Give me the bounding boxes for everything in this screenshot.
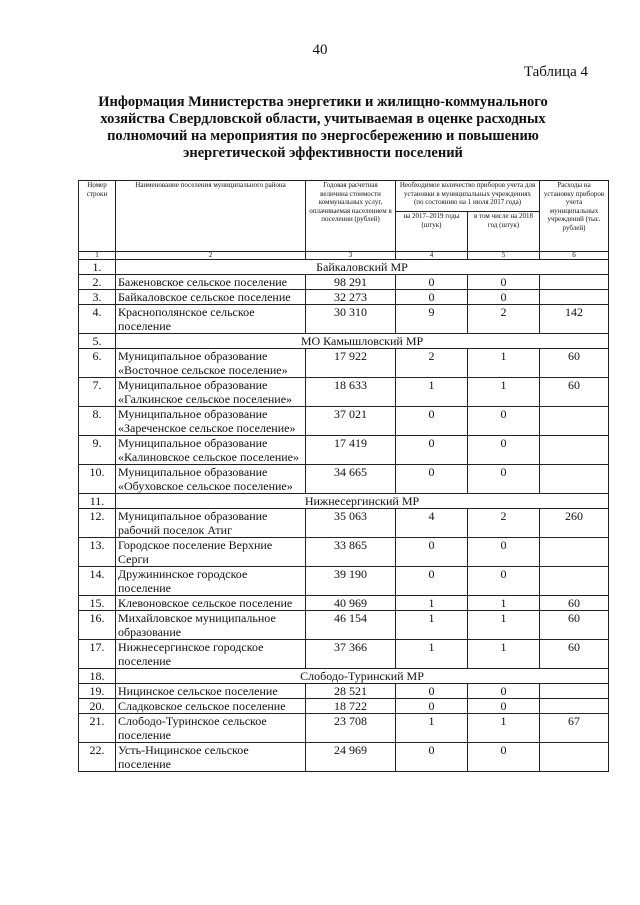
header-meters-2018: в том числе на 2018 год (штук) bbox=[468, 212, 540, 252]
table-row bbox=[79, 305, 609, 334]
annual-cost: 34 665 bbox=[306, 465, 396, 494]
annual-cost: 32 273 bbox=[306, 290, 396, 305]
row-number: 2. bbox=[79, 275, 116, 290]
table-row bbox=[79, 407, 609, 436]
settlement-name: Нижнесергинское городское поселение bbox=[116, 640, 306, 669]
data-table bbox=[78, 180, 609, 772]
row-number: 8. bbox=[79, 407, 116, 436]
expenses bbox=[540, 684, 609, 699]
row-number: 5. bbox=[79, 334, 116, 349]
table-row bbox=[79, 349, 609, 378]
table-row bbox=[79, 567, 609, 596]
settlement-name: Михайловское муниципальное образование bbox=[116, 611, 306, 640]
row-number: 18. bbox=[79, 669, 116, 684]
settlement-name: Дружининское городское поселение bbox=[116, 567, 306, 596]
document-title: Информация Министерства энергетики и жилищно-коммунального хозяйства Свердловской области, учитываемая в оценке расходных полномочий на мероприятия по энергосбережению и повышению энергетической эффективности поселений bbox=[98, 94, 548, 161]
meters-2018: 0 bbox=[468, 699, 540, 714]
annual-cost: 40 969 bbox=[306, 596, 396, 611]
meters-2017-2019: 4 bbox=[396, 509, 468, 538]
annual-cost: 33 865 bbox=[306, 538, 396, 567]
row-number: 19. bbox=[79, 684, 116, 699]
table-label: Таблица 4 bbox=[523, 64, 588, 80]
table-row bbox=[79, 465, 609, 494]
header-expenses: Расходы на установку приборов учета муниципальных учреждений (тыс. рублей) bbox=[540, 181, 609, 252]
meters-2017-2019: 0 bbox=[396, 699, 468, 714]
annual-cost: 17 922 bbox=[306, 349, 396, 378]
annual-cost: 18 722 bbox=[306, 699, 396, 714]
row-number: 1. bbox=[79, 260, 116, 275]
section-row bbox=[79, 260, 609, 275]
table-row bbox=[79, 684, 609, 699]
table-row bbox=[79, 640, 609, 669]
page-number: 40 bbox=[312, 42, 328, 58]
table-row bbox=[79, 275, 609, 290]
expenses bbox=[540, 436, 609, 465]
meters-2017-2019: 1 bbox=[396, 640, 468, 669]
row-number: 13. bbox=[79, 538, 116, 567]
meters-2018: 1 bbox=[468, 640, 540, 669]
meters-2018: 1 bbox=[468, 596, 540, 611]
data-table-container bbox=[78, 180, 609, 772]
expenses: 60 bbox=[540, 640, 609, 669]
settlement-name: Муниципальное образование «Калиновское сельское поселение» bbox=[116, 436, 306, 465]
expenses bbox=[540, 743, 609, 772]
settlement-name: Сладковское сельское поселение bbox=[116, 699, 306, 714]
meters-2018: 2 bbox=[468, 509, 540, 538]
settlement-name: Муниципальное образование «Галкинское сельское поселение» bbox=[116, 378, 306, 407]
header-annual-cost: Годовая расчетная величина стоимости коммунальных услуг, оплачиваемая населением в поселении (рублей) bbox=[306, 181, 396, 252]
expenses bbox=[540, 465, 609, 494]
annual-cost: 24 969 bbox=[306, 743, 396, 772]
annual-cost: 37 021 bbox=[306, 407, 396, 436]
meters-2018: 0 bbox=[468, 290, 540, 305]
expenses: 142 bbox=[540, 305, 609, 334]
column-number: 4 bbox=[396, 252, 468, 260]
row-number: 9. bbox=[79, 436, 116, 465]
meters-2017-2019: 9 bbox=[396, 305, 468, 334]
meters-2018: 0 bbox=[468, 436, 540, 465]
row-number: 22. bbox=[79, 743, 116, 772]
meters-2018: 1 bbox=[468, 378, 540, 407]
section-title: МО Камышловский МР bbox=[116, 334, 609, 349]
annual-cost: 23 708 bbox=[306, 714, 396, 743]
table-row bbox=[79, 538, 609, 567]
annual-cost: 98 291 bbox=[306, 275, 396, 290]
meters-2017-2019: 0 bbox=[396, 465, 468, 494]
table-row bbox=[79, 611, 609, 640]
meters-2018: 0 bbox=[468, 407, 540, 436]
annual-cost: 17 419 bbox=[306, 436, 396, 465]
column-number: 3 bbox=[306, 252, 396, 260]
column-number: 6 bbox=[540, 252, 609, 260]
settlement-name: Клевоновское сельское поселение bbox=[116, 596, 306, 611]
meters-2018: 0 bbox=[468, 275, 540, 290]
settlement-name: Муниципальное образование рабочий поселок Атиг bbox=[116, 509, 306, 538]
settlement-name: Муниципальное образование «Зареченское сельское поселение» bbox=[116, 407, 306, 436]
row-number: 16. bbox=[79, 611, 116, 640]
annual-cost: 18 633 bbox=[306, 378, 396, 407]
meters-2018: 0 bbox=[468, 538, 540, 567]
expenses: 60 bbox=[540, 378, 609, 407]
meters-2017-2019: 0 bbox=[396, 275, 468, 290]
expenses bbox=[540, 567, 609, 596]
header-settlement-name: Наименование поселения муниципального района bbox=[116, 181, 306, 252]
section-title: Нижнесергинский МР bbox=[116, 494, 609, 509]
meters-2018: 0 bbox=[468, 684, 540, 699]
meters-2018: 1 bbox=[468, 349, 540, 378]
settlement-name: Муниципальное образование «Обуховское сельское поселение» bbox=[116, 465, 306, 494]
table-row bbox=[79, 699, 609, 714]
meters-2017-2019: 0 bbox=[396, 684, 468, 699]
row-number: 7. bbox=[79, 378, 116, 407]
meters-2017-2019: 1 bbox=[396, 611, 468, 640]
meters-2018: 0 bbox=[468, 743, 540, 772]
row-number: 12. bbox=[79, 509, 116, 538]
row-number: 14. bbox=[79, 567, 116, 596]
header-meters-group: Необходимое количество приборов учета для установки в муниципальных учреждениях (по состоянию на 1 июля 2017 года) bbox=[396, 181, 540, 212]
table-row bbox=[79, 290, 609, 305]
annual-cost: 46 154 bbox=[306, 611, 396, 640]
table-row bbox=[79, 378, 609, 407]
expenses bbox=[540, 275, 609, 290]
meters-2017-2019: 0 bbox=[396, 743, 468, 772]
column-number-row bbox=[79, 252, 609, 260]
annual-cost: 28 521 bbox=[306, 684, 396, 699]
settlement-name: Баженовское сельское поселение bbox=[116, 275, 306, 290]
expenses bbox=[540, 538, 609, 567]
meters-2017-2019: 1 bbox=[396, 378, 468, 407]
expenses: 60 bbox=[540, 596, 609, 611]
expenses bbox=[540, 699, 609, 714]
meters-2017-2019: 0 bbox=[396, 538, 468, 567]
column-number: 2 bbox=[116, 252, 306, 260]
meters-2018: 1 bbox=[468, 714, 540, 743]
row-number: 3. bbox=[79, 290, 116, 305]
settlement-name: Краснополянское сельское поселение bbox=[116, 305, 306, 334]
meters-2017-2019: 0 bbox=[396, 567, 468, 596]
column-number: 5 bbox=[468, 252, 540, 260]
table-row bbox=[79, 596, 609, 611]
expenses: 67 bbox=[540, 714, 609, 743]
table-row bbox=[79, 436, 609, 465]
row-number: 11. bbox=[79, 494, 116, 509]
row-number: 4. bbox=[79, 305, 116, 334]
meters-2018: 1 bbox=[468, 611, 540, 640]
meters-2018: 0 bbox=[468, 465, 540, 494]
meters-2017-2019: 1 bbox=[396, 596, 468, 611]
section-row bbox=[79, 669, 609, 684]
column-number: 1 bbox=[79, 252, 116, 260]
section-row bbox=[79, 334, 609, 349]
settlement-name: Городское поселение Верхние Серги bbox=[116, 538, 306, 567]
header-row-number: Номер строки bbox=[79, 181, 116, 252]
row-number: 17. bbox=[79, 640, 116, 669]
expenses bbox=[540, 407, 609, 436]
settlement-name: Слободо-Туринское сельское поселение bbox=[116, 714, 306, 743]
table-row bbox=[79, 509, 609, 538]
expenses: 60 bbox=[540, 349, 609, 378]
header-meters-2017-2019: на 2017–2019 годы (штук) bbox=[396, 212, 468, 252]
meters-2017-2019: 0 bbox=[396, 290, 468, 305]
expenses bbox=[540, 290, 609, 305]
settlement-name: Муниципальное образование «Восточное сельское поселение» bbox=[116, 349, 306, 378]
settlement-name: Усть-Ницинское сельское поселение bbox=[116, 743, 306, 772]
expenses: 260 bbox=[540, 509, 609, 538]
expenses: 60 bbox=[540, 611, 609, 640]
annual-cost: 30 310 bbox=[306, 305, 396, 334]
section-title: Слободо-Туринский МР bbox=[116, 669, 609, 684]
row-number: 20. bbox=[79, 699, 116, 714]
annual-cost: 37 366 bbox=[306, 640, 396, 669]
meters-2017-2019: 0 bbox=[396, 436, 468, 465]
meters-2017-2019: 2 bbox=[396, 349, 468, 378]
row-number: 21. bbox=[79, 714, 116, 743]
annual-cost: 35 063 bbox=[306, 509, 396, 538]
meters-2018: 0 bbox=[468, 567, 540, 596]
table-row bbox=[79, 743, 609, 772]
meters-2018: 2 bbox=[468, 305, 540, 334]
settlement-name: Ницинское сельское поселение bbox=[116, 684, 306, 699]
row-number: 15. bbox=[79, 596, 116, 611]
settlement-name: Байкаловское сельское поселение bbox=[116, 290, 306, 305]
row-number: 6. bbox=[79, 349, 116, 378]
section-row bbox=[79, 494, 609, 509]
annual-cost: 39 190 bbox=[306, 567, 396, 596]
meters-2017-2019: 0 bbox=[396, 407, 468, 436]
table-body bbox=[79, 260, 609, 772]
meters-2017-2019: 1 bbox=[396, 714, 468, 743]
table-row bbox=[79, 714, 609, 743]
section-title: Байкаловский МР bbox=[116, 260, 609, 275]
row-number: 10. bbox=[79, 465, 116, 494]
